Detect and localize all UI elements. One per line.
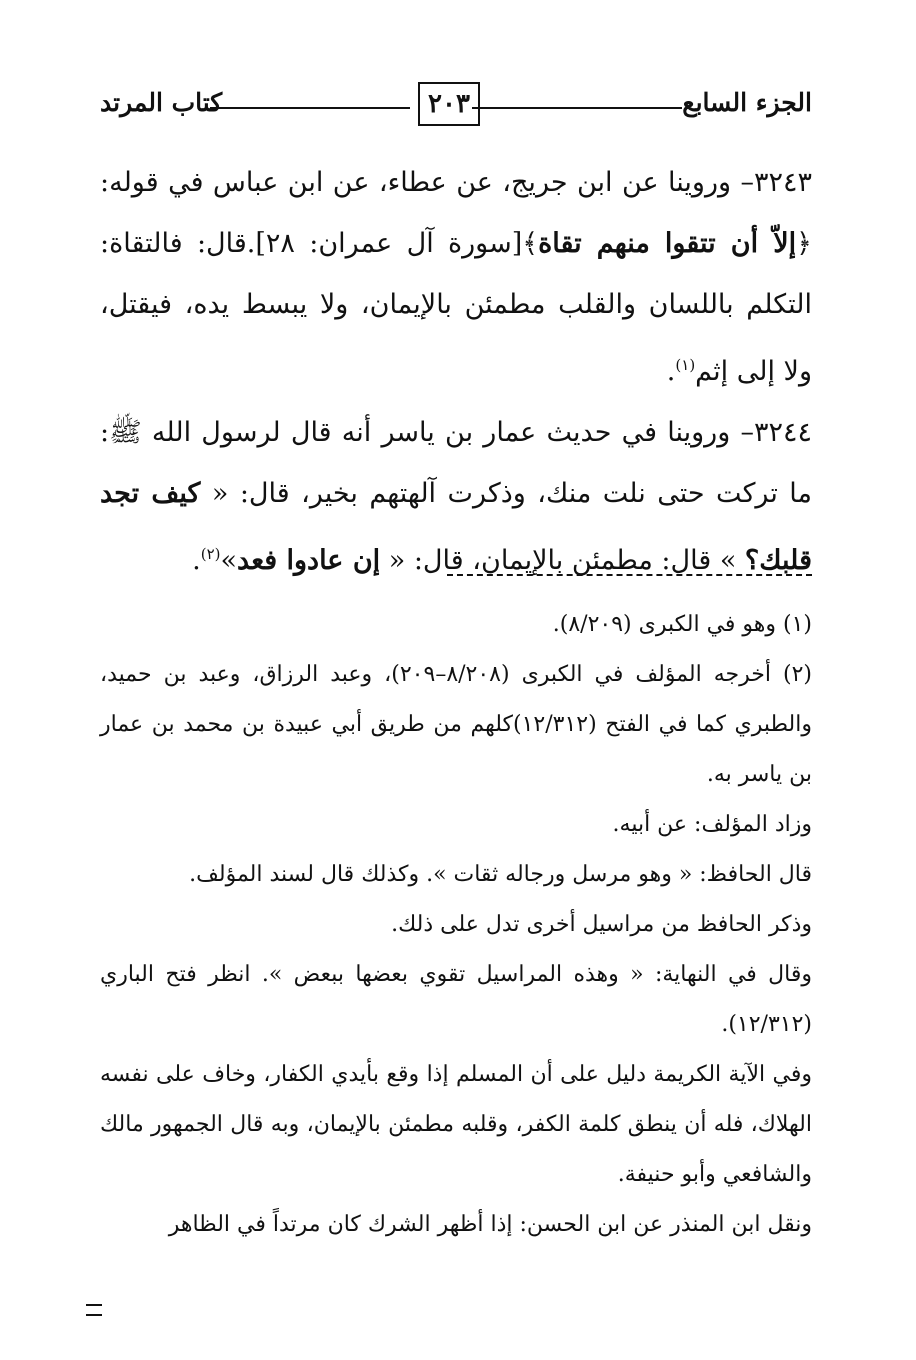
footnote-ref-1: (١)	[675, 356, 696, 374]
continuation-mark	[86, 1304, 102, 1316]
volume-title: الجزء السابع	[682, 88, 812, 117]
footnote-1: (١) وهو في الكبرى (٨/٢٠٩).	[552, 612, 812, 637]
footnote-2-line: وذكر الحافظ من مراسيل أخرى تدل على ذلك.	[391, 912, 812, 937]
quran-verse: إلاّ أن تتقوا منهم تقاة	[538, 228, 797, 259]
page-header	[100, 82, 812, 132]
header-rule-right	[472, 107, 682, 109]
page-number: ٢٠٣	[418, 82, 480, 126]
footnote-2-line: وقال في النهاية: « وهذه المراسيل تقوي بعضها ببعض ». انظر فتح الباري (١٢/٣١٢).	[100, 962, 812, 1037]
footnote-2-line: وزاد المؤلف: عن أبيه.	[612, 812, 812, 837]
footnote-2-line: قال الحافظ: « وهو مرسل ورجاله ثقات ». وكذلك قال لسند المؤلف.	[189, 862, 812, 887]
footnotes	[100, 600, 812, 1250]
paragraph-3244: ٣٢٤٤– وروينا في حديث عمار بن ياسر أنه قال لرسول الله ﷺ: ما تركت حتى نلت منك، وذكرت آلهتهم بخير، قال: « كيف تجد قلبك؟ » قال: مطمئن بالإيمان، قال: « إن عادوا فعد»$^{(٢)}$.	[100, 417, 812, 576]
hadith-quote-2: إن عادوا فعد	[237, 545, 381, 576]
book-title: كتاب المرتد	[100, 88, 223, 117]
header-rule-left	[210, 107, 410, 109]
hadith-quote-1: كيف تجد قلبك؟	[100, 478, 812, 576]
footnote-2: (٢) أخرجه المؤلف في الكبرى (٨/٢٠٨–٢٠٩)، وعبد الرزاق، وعبد بن حميد، والطبري كما في الفتح (١٢/٣١٢)كلهم من طريق أبي عبيدة بن محمد بن عمار بن ياسر به.	[100, 662, 812, 787]
footnote-2-line: ونقل ابن المنذر عن ابن الحسن: إذا أظهر الشرك كان مرتداً في الظاهر	[168, 1212, 812, 1237]
paragraph-3243: ٣٢٤٣– وروينا عن ابن جريج، عن عطاء، عن ابن عباس في قوله: ﴿إلاّ أن تتقوا منهم تقاة﴾[سورة آل عمران: ٢٨].قال: فالتقاة: التكلم باللسان والقلب مطمئن بالإيمان، ولا يبسط يده، فيقتل، ولا إلى إثم$^{(١)}$.	[100, 167, 812, 387]
footnote-ref-2: (٢)	[200, 545, 221, 563]
footnote-2-line: وفي الآية الكريمة دليل على أن المسلم إذا وقع بأيدي الكفار، وخاف على نفسه الهلاك، فله أن ينطق كلمة الكفر، وقلبه مطمئن بالإيمان، وبه قال الجمهور مالك والشافعي وأبو حنيفة.	[100, 1062, 812, 1187]
main-text	[100, 152, 812, 591]
footnote-separator	[447, 574, 812, 576]
